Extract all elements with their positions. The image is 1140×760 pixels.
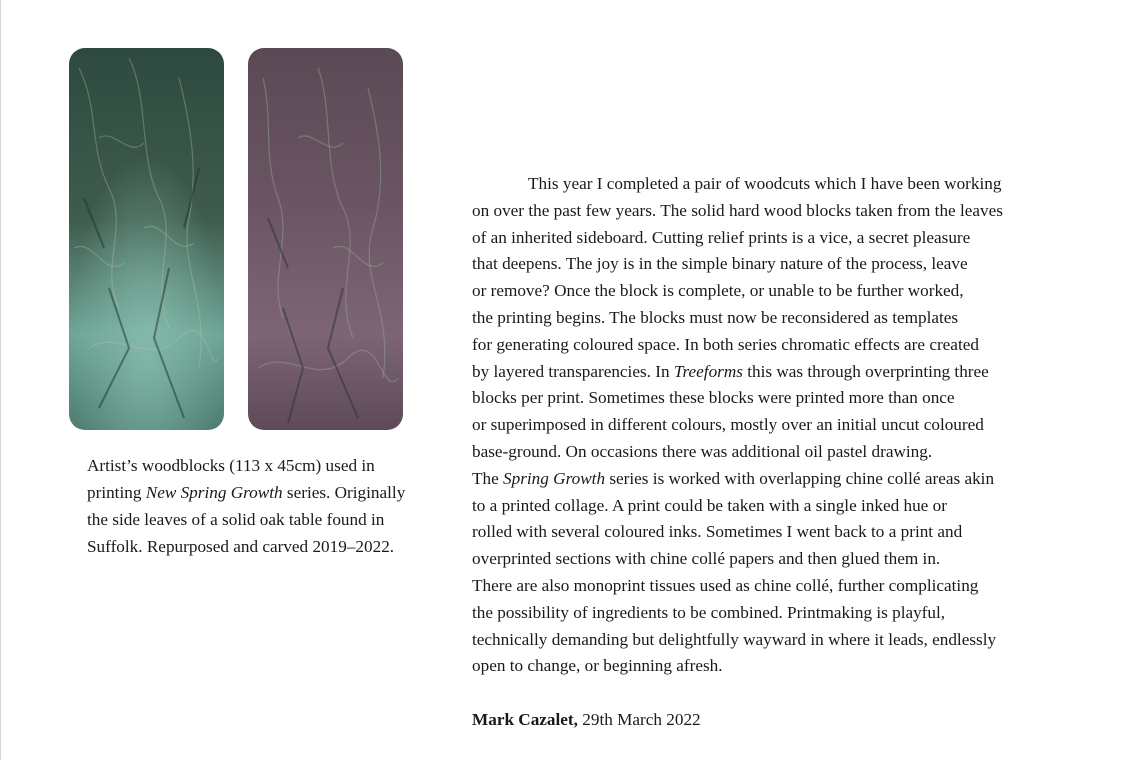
essay-series-title: Spring Growth (503, 468, 606, 488)
image-caption (87, 452, 407, 560)
essay-line: base-ground. On occasions there was additional oil pastel drawing. (472, 441, 933, 461)
essay-line: on over the past few years. The solid hard wood blocks taken from the leaves (472, 200, 1003, 220)
essay-line: overprinted sections with chine collé papers and then glued them in. (472, 549, 941, 569)
essay-line: rolled with several coloured inks. Sometimes I went back to a print and (472, 522, 963, 542)
essay-line: or superimposed in different colours, mostly over an initial uncut coloured (472, 415, 984, 435)
essay-line: to a printed collage. A print could be taken with a single inked hue or (472, 495, 947, 515)
signature-date: 29th March 2022 (577, 710, 701, 729)
woodblock-image-green (69, 48, 224, 430)
essay-text: this was through overprinting three (742, 361, 989, 381)
essay-series-title: Treeforms (673, 361, 743, 381)
caption-text: Artist’s woodblocks (113 x 45cm) used in printing (87, 456, 375, 502)
essay-line: for generating coloured space. In both series chromatic effects are created (472, 334, 979, 354)
essay-line (472, 359, 1072, 386)
caption-text-end: series. Originally the side leaves of a solid oak table found in Suffolk. Repurposed and carved 2019–2022. (87, 483, 406, 556)
page-edge (0, 0, 1, 760)
essay-line: the possibility of ingredients to be combined. Printmaking is playful, (472, 602, 946, 622)
essay-line: This year I completed a pair of woodcuts which I have been working (528, 174, 1002, 193)
essay-body (472, 171, 1072, 680)
essay-line: of an inherited sideboard. Cutting relief prints is a vice, a secret pleasure (472, 227, 971, 247)
essay-line: that deepens. The joy is in the simple binary nature of the process, leave (472, 254, 968, 274)
essay-line: There are also monoprint tissues used as chine collé, further complicating (472, 575, 979, 595)
essay-text: series is worked with overlapping chine collé areas akin (605, 468, 995, 488)
author-name: Mark Cazalet, (472, 710, 578, 729)
essay-line: open to change, or beginning afresh. (472, 656, 723, 676)
author-signature (472, 707, 701, 734)
essay-line: technically demanding but delightfully wayward in where it leads, endlessly (472, 629, 997, 649)
essay-line: the printing begins. The blocks must now be reconsidered as templates (472, 307, 959, 327)
woodblock-image-purple (248, 48, 403, 430)
essay-line: or remove? Once the block is complete, or unable to be further worked, (472, 281, 964, 301)
caption-series-title: New Spring Growth (145, 483, 283, 502)
essay-line (472, 466, 1072, 493)
essay-line: blocks per print. Sometimes these blocks were printed more than once (472, 388, 955, 408)
essay-text: The (472, 468, 504, 488)
essay-text: by layered transparencies. In (472, 361, 674, 381)
